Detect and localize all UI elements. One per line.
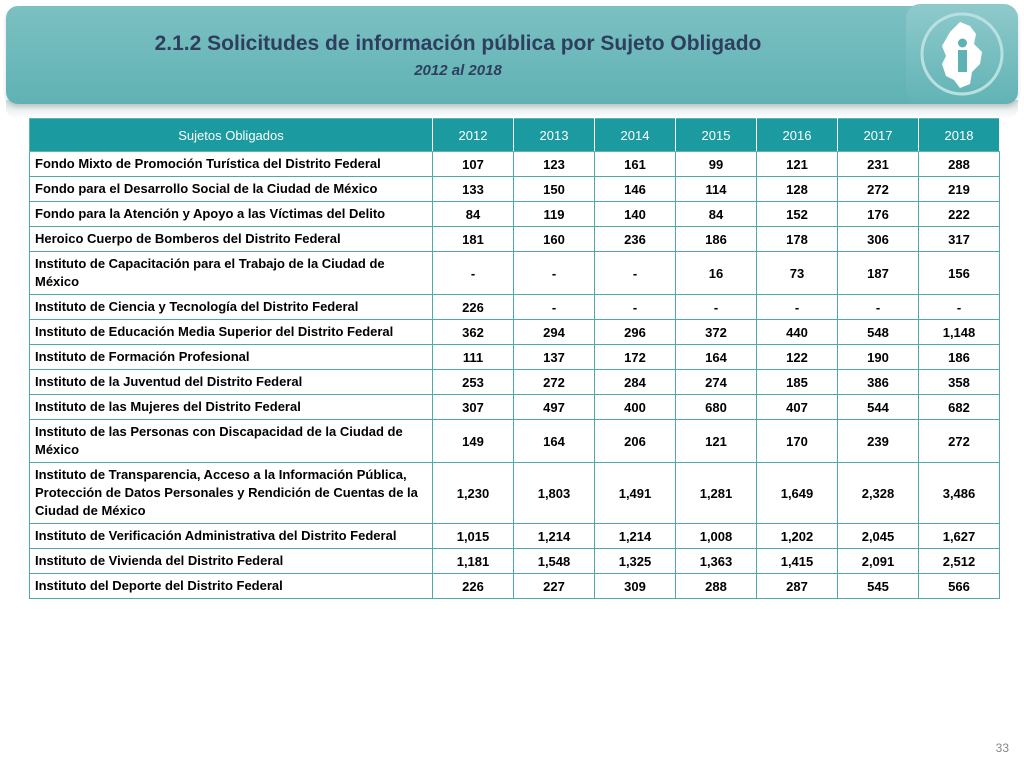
request-count-cell: 227	[514, 574, 595, 599]
request-count-cell: 544	[838, 395, 919, 420]
request-count-cell: 219	[919, 177, 1000, 202]
table-row	[30, 320, 1000, 345]
request-count-cell: 187	[838, 252, 919, 295]
sujeto-obligado-name: Instituto de Verificación Administrativa del Distrito Federal	[30, 524, 433, 549]
column-header-sujetos: Sujetos Obligados	[30, 119, 433, 152]
request-count-cell: -	[595, 252, 676, 295]
table-row	[30, 202, 1000, 227]
logo-badge	[906, 4, 1018, 104]
request-count-cell: 440	[757, 320, 838, 345]
request-count-cell: 3,486	[919, 463, 1000, 524]
request-count-cell: 152	[757, 202, 838, 227]
request-count-cell: 181	[433, 227, 514, 252]
request-count-cell: 1,491	[595, 463, 676, 524]
request-count-cell: -	[838, 295, 919, 320]
request-count-cell: -	[433, 252, 514, 295]
request-count-cell: 2,328	[838, 463, 919, 524]
request-count-cell: 306	[838, 227, 919, 252]
request-count-cell: 272	[919, 420, 1000, 463]
request-count-cell: -	[514, 295, 595, 320]
sujeto-obligado-name: Instituto de Formación Profesional	[30, 345, 433, 370]
request-count-cell: 186	[676, 227, 757, 252]
request-count-cell: 137	[514, 345, 595, 370]
request-count-cell: 288	[676, 574, 757, 599]
request-count-cell: 119	[514, 202, 595, 227]
request-count-cell: 1,548	[514, 549, 595, 574]
request-count-cell: 1,008	[676, 524, 757, 549]
request-count-cell: 239	[838, 420, 919, 463]
request-count-cell: 287	[757, 574, 838, 599]
table-row	[30, 345, 1000, 370]
request-count-cell: 1,214	[595, 524, 676, 549]
request-count-cell: 566	[919, 574, 1000, 599]
request-count-cell: 1,148	[919, 320, 1000, 345]
request-count-cell: 309	[595, 574, 676, 599]
request-count-cell: 307	[433, 395, 514, 420]
request-count-cell: 226	[433, 574, 514, 599]
sujeto-obligado-name: Fondo Mixto de Promoción Turística del Distrito Federal	[30, 152, 433, 177]
table-row	[30, 370, 1000, 395]
request-count-cell: 107	[433, 152, 514, 177]
request-count-cell: 156	[919, 252, 1000, 295]
request-count-cell: 128	[757, 177, 838, 202]
request-count-cell: 123	[514, 152, 595, 177]
column-header-year: 2017	[838, 119, 919, 152]
request-count-cell: 164	[676, 345, 757, 370]
table-row	[30, 420, 1000, 463]
request-count-cell: -	[595, 295, 676, 320]
table-row	[30, 549, 1000, 574]
request-count-cell: 236	[595, 227, 676, 252]
request-count-cell: 150	[514, 177, 595, 202]
table-row	[30, 227, 1000, 252]
page-title: 2.1.2 Solicitudes de información pública por Sujeto Obligado	[154, 32, 762, 55]
request-count-cell: 545	[838, 574, 919, 599]
request-count-cell: 400	[595, 395, 676, 420]
request-count-cell: 386	[838, 370, 919, 395]
request-count-cell: 84	[433, 202, 514, 227]
request-count-cell: 172	[595, 345, 676, 370]
table-row	[30, 395, 1000, 420]
table-row	[30, 252, 1000, 295]
request-count-cell: 288	[919, 152, 1000, 177]
column-header-year: 2015	[676, 119, 757, 152]
request-count-cell: 206	[595, 420, 676, 463]
page-number: 33	[995, 741, 1009, 755]
request-count-cell: -	[757, 295, 838, 320]
request-count-cell: 121	[676, 420, 757, 463]
request-count-cell: 226	[433, 295, 514, 320]
request-count-cell: 2,512	[919, 549, 1000, 574]
column-header-year: 2012	[433, 119, 514, 152]
request-count-cell: 16	[676, 252, 757, 295]
table-header-row	[30, 119, 1000, 152]
request-count-cell: 133	[433, 177, 514, 202]
request-count-cell: 680	[676, 395, 757, 420]
table-row	[30, 177, 1000, 202]
request-count-cell: 296	[595, 320, 676, 345]
request-count-cell: 317	[919, 227, 1000, 252]
column-header-year: 2018	[919, 119, 1000, 152]
sujeto-obligado-name: Heroico Cuerpo de Bomberos del Distrito Federal	[30, 227, 433, 252]
sujeto-obligado-name: Instituto de las Personas con Discapacidad de la Ciudad de México	[30, 420, 433, 463]
sujeto-obligado-name: Instituto de Vivienda del Distrito Federal	[30, 549, 433, 574]
request-count-cell: 178	[757, 227, 838, 252]
request-count-cell: 164	[514, 420, 595, 463]
request-count-cell: 1,230	[433, 463, 514, 524]
table-row	[30, 295, 1000, 320]
request-count-cell: 84	[676, 202, 757, 227]
request-count-cell: 185	[757, 370, 838, 395]
request-count-cell: 272	[514, 370, 595, 395]
request-count-cell: 231	[838, 152, 919, 177]
request-count-cell: 1,627	[919, 524, 1000, 549]
request-count-cell: 114	[676, 177, 757, 202]
request-count-cell: 294	[514, 320, 595, 345]
sujeto-obligado-name: Instituto de Educación Media Superior del Distrito Federal	[30, 320, 433, 345]
table-row	[30, 463, 1000, 524]
request-count-cell: 284	[595, 370, 676, 395]
request-count-cell: 122	[757, 345, 838, 370]
request-count-cell: 1,363	[676, 549, 757, 574]
request-count-cell: 73	[757, 252, 838, 295]
sujeto-obligado-name: Instituto de Transparencia, Acceso a la Información Pública, Protección de Datos Personales y Rendición de Cuentas de la Ciudad de México	[30, 463, 433, 524]
request-count-cell: 358	[919, 370, 1000, 395]
table-row	[30, 152, 1000, 177]
request-count-cell: 1,281	[676, 463, 757, 524]
table-row	[30, 574, 1000, 599]
sujeto-obligado-name: Instituto del Deporte del Distrito Federal	[30, 574, 433, 599]
request-count-cell: 274	[676, 370, 757, 395]
request-count-cell: 161	[595, 152, 676, 177]
request-count-cell: 1,415	[757, 549, 838, 574]
request-count-cell: 362	[433, 320, 514, 345]
sujeto-obligado-name: Fondo para el Desarrollo Social de la Ciudad de México	[30, 177, 433, 202]
request-count-cell: 1,214	[514, 524, 595, 549]
request-count-cell: 1,181	[433, 549, 514, 574]
request-count-cell: 149	[433, 420, 514, 463]
request-count-cell: 2,091	[838, 549, 919, 574]
request-count-cell: 1,803	[514, 463, 595, 524]
request-count-cell: -	[676, 295, 757, 320]
request-count-cell: 222	[919, 202, 1000, 227]
request-count-cell: 1,202	[757, 524, 838, 549]
request-count-cell: 190	[838, 345, 919, 370]
request-count-cell: 140	[595, 202, 676, 227]
sujeto-obligado-name: Instituto de la Juventud del Distrito Federal	[30, 370, 433, 395]
request-count-cell: 99	[676, 152, 757, 177]
cdmx-map-icon	[920, 10, 1004, 98]
request-count-cell: 372	[676, 320, 757, 345]
request-count-cell: 548	[838, 320, 919, 345]
request-count-cell: 111	[433, 345, 514, 370]
sujeto-obligado-name: Instituto de Ciencia y Tecnología del Distrito Federal	[30, 295, 433, 320]
request-count-cell: 1,649	[757, 463, 838, 524]
column-header-year: 2014	[595, 119, 676, 152]
page-subtitle: 2012 al 2018	[414, 62, 502, 79]
request-count-cell: 186	[919, 345, 1000, 370]
request-count-cell: 682	[919, 395, 1000, 420]
request-count-cell: 272	[838, 177, 919, 202]
request-count-cell: 170	[757, 420, 838, 463]
request-count-cell: 2,045	[838, 524, 919, 549]
request-count-cell: 121	[757, 152, 838, 177]
table-row	[30, 524, 1000, 549]
request-count-cell: 407	[757, 395, 838, 420]
column-header-year: 2013	[514, 119, 595, 152]
sujeto-obligado-name: Instituto de las Mujeres del Distrito Federal	[30, 395, 433, 420]
request-count-cell: 1,015	[433, 524, 514, 549]
sujeto-obligado-name: Fondo para la Atención y Apoyo a las Víctimas del Delito	[30, 202, 433, 227]
request-count-cell: 176	[838, 202, 919, 227]
request-count-cell: 146	[595, 177, 676, 202]
request-count-cell: -	[514, 252, 595, 295]
request-count-cell: 253	[433, 370, 514, 395]
column-header-year: 2016	[757, 119, 838, 152]
sujeto-obligado-name: Instituto de Capacitación para el Trabajo de la Ciudad de México	[30, 252, 433, 295]
request-count-cell: 497	[514, 395, 595, 420]
request-count-cell: 160	[514, 227, 595, 252]
requests-table	[29, 118, 1000, 599]
request-count-cell: -	[919, 295, 1000, 320]
request-count-cell: 1,325	[595, 549, 676, 574]
